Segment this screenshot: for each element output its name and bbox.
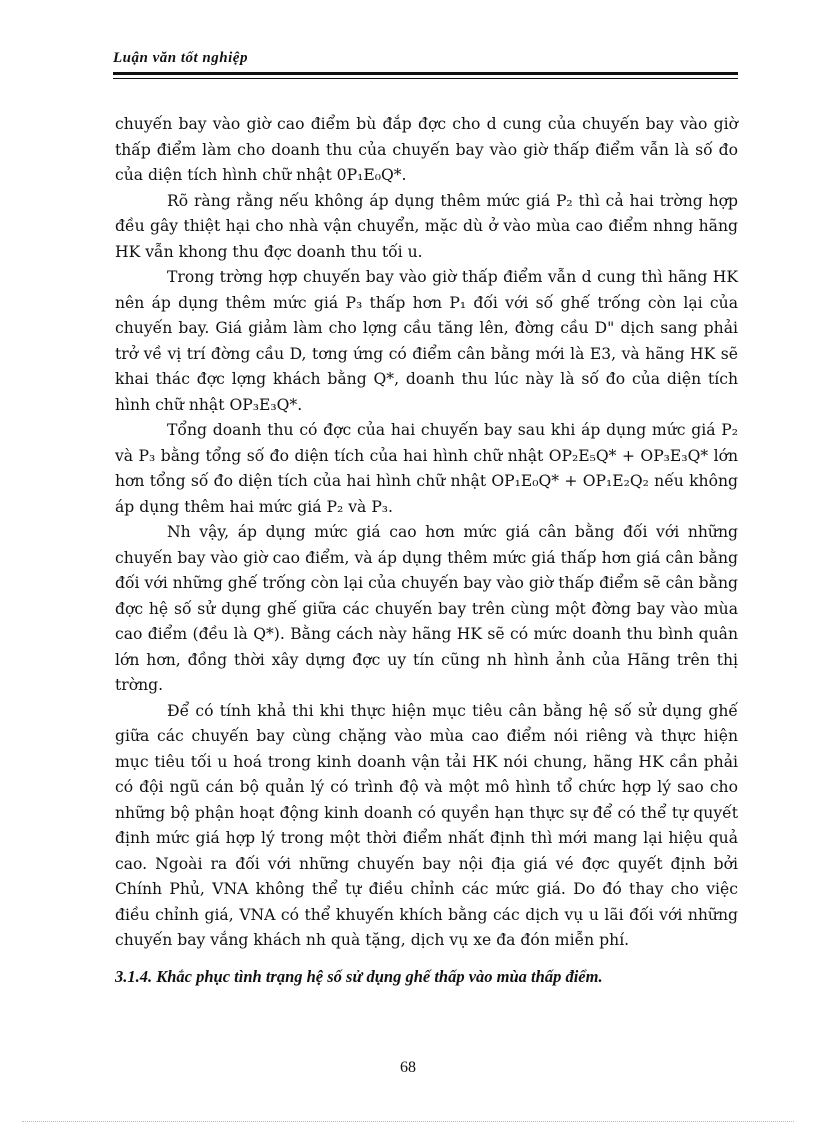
paragraph: Nh vậy, áp dụng mức giá cao hơn mức giá cân bằng đối với những chuyến bay vào giờ cao điểm, và áp dụng thêm mức giá thấp hơn giá cân bằng đối với những ghế trống còn lại của chuyến bay vào giờ thấp điểm sẽ cân bằng đợc hệ số sử dụng ghế giữa các chuyến bay trên cùng một đờng bay vào mùa cao điểm (đều là Q*). Bằng cách này hãng HK sẽ có mức doanh thu bình quân lớn hơn, đồng thời xây dựng đợc uy tín cũng nh hình ảnh của Hãng trên thị trờng. bbox=[115, 523, 738, 694]
header-rule-thin bbox=[113, 78, 738, 79]
page-header bbox=[113, 48, 738, 68]
paragraph: Trong trờng hợp chuyến bay vào giờ thấp điểm vẫn d cung thì hãng HK nên áp dụng thêm mức giá P₃ thấp hơn P₁ đối với số ghế trống còn lại của chuyến bay. Giá giảm làm cho lợng cầu tăng lên, đờng cầu D" dịch sang phải trở về vị trí đờng cầu D, tơng ứng có điểm cân bằng mới là E3, và hãng HK sẽ khai thác đợc lợng khách bằng Q*, doanh thu lúc này là số đo của diện tích hình chữ nhật OP₃E₃Q*. bbox=[115, 268, 738, 414]
paragraph: Tổng doanh thu có đợc của hai chuyến bay sau khi áp dụng mức giá P₂ và P₃ bằng tổng số đo diện tích của hai hình chữ nhật OP₂E₅Q* + OP₃E₃Q* lớn hơn tổng số đo diện tích của hai hình chữ nhật OP₁E₀Q* + OP₁E₂Q₂ nếu không áp dụng thêm hai mức giá P₂ và P₃. bbox=[115, 421, 738, 516]
body-text bbox=[115, 112, 738, 990]
paragraph: Để có tính khả thi khi thực hiện mục tiêu cân bằng hệ số sử dụng ghế giữa các chuyến bay cùng chặng vào mùa cao điểm nói riêng và thực hiện mục tiêu tối u hoá trong kinh doanh vận tải HK nói chung, hãng HK cần phải có đội ngũ cán bộ quản lý có trình độ và một mô hình tổ chức hợp lý sao cho những bộ phận hoạt động kinh doanh có quyền hạn thực sự để có thể tự quyết định mức giá hợp lý trong một thời điểm nhất định thì mới mang lại hiệu quả cao. Ngoài ra đối với những chuyến bay nội địa giá vé đợc quyết định bởi Chính Phủ, VNA không thể tự điều chỉnh các mức giá. Do đó thay cho việc điều chỉnh giá, VNA có thể khuyến khích bằng các dịch vụ u lãi đối với những chuyến bay vắng khách nh quà tặng, dịch vụ xe đa đón miễn phí. bbox=[115, 701, 738, 949]
section-heading: 3.1.4. Khắc phục tình trạng hệ số sử dụng ghế thấp vào mùa thấp điểm. bbox=[115, 966, 603, 986]
header-title: Luận văn tốt nghiệp bbox=[113, 50, 248, 66]
header-rule-thick bbox=[113, 72, 738, 75]
page-bottom-border bbox=[22, 1121, 794, 1122]
paragraph: Rõ ràng rằng nếu không áp dụng thêm mức giá P₂ thì cả hai trờng hợp đều gây thiệt hại cho nhà vận chuyển, mặc dù ở vào mùa cao điểm nhng hãng HK vẫn khong thu đợc doanh thu tối u. bbox=[115, 191, 738, 261]
paragraph: chuyến bay vào giờ cao điểm bù đắp đợc cho d cung của chuyến bay vào giờ thấp điểm làm cho doanh thu của chuyến bay vào giờ thấp điểm vẫn là số đo của diện tích hình chữ nhật 0P₁E₀Q*. bbox=[115, 115, 738, 184]
page-number: 68 bbox=[400, 1059, 416, 1076]
